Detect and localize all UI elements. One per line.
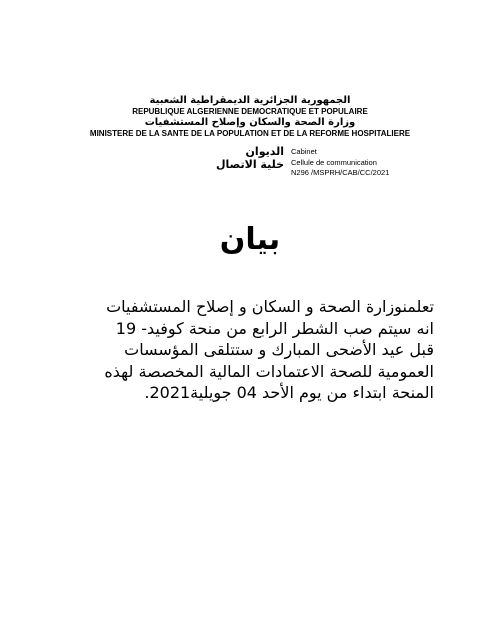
french-cabinet-label: Cabinet xyxy=(291,147,317,156)
reference-number: N296 /MSPRH/CAB/CC/2021 xyxy=(291,168,390,177)
body-line: تعلمنوزارة الصحة و السكان و إصلاح المستشفيات xyxy=(106,297,434,316)
arabic-cell-label: خلية الاتصال xyxy=(215,158,284,171)
body-line: انه سيتم صب الشطر الرابع من منحة كوفيد- 19 xyxy=(115,318,434,338)
arabic-cabinet-label: الديوان xyxy=(245,145,284,158)
header-french-ministry: MINISTERE DE LA SANTE DE LA POPULATION ET DE LA REFORME HOSPITALIERE xyxy=(89,129,411,138)
document-title: بيان xyxy=(219,222,281,257)
office-french-block xyxy=(291,147,389,179)
body-line: المنحة ابتداء من يوم الأحد 04 جويلية2021. xyxy=(144,383,434,402)
header-arabic-ministry: وزارة الصحة والسكان وإصلاح المستشفيات xyxy=(144,117,356,128)
statement-body xyxy=(64,296,434,404)
body-line: العمومية للصحة الاعتمادات المالية المخصصة لهذه xyxy=(104,361,434,381)
header-french-republic: REPUBLIQUE ALGERIENNE DEMOCRATIQUE ET POPULAIRE xyxy=(132,107,368,116)
french-cell-label: Cellule de communication xyxy=(291,157,377,167)
body-line: قبل عيد الأضحى المبارك و ستتلقى المؤسسات xyxy=(124,340,434,359)
header-arabic-republic: الجمهورية الجزائرية الديمقراطية الشعبية xyxy=(149,95,351,106)
office-arabic-block xyxy=(216,145,284,171)
